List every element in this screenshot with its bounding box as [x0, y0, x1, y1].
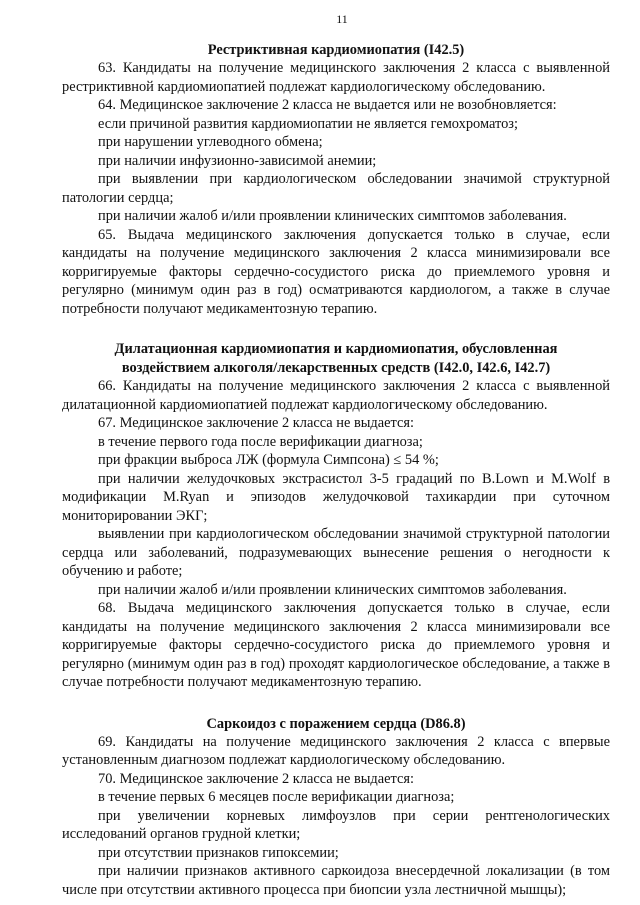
section-title-line-1: Дилатационная кардиомиопатия и кардиомиопатия, обусловленная — [114, 341, 558, 357]
list-item: при наличии желудочковых экстрасистол 3-5 градаций по B.Lown и M.Wolf в модификации M.Ryan и эпизодов желудочковой тахикардии при суточном мониторировании ЭКГ; — [62, 470, 610, 524]
list-item: в течение первого года после верификации диагноза; — [98, 433, 423, 450]
list-item: при наличии жалоб и/или проявлении клинических симптомов заболевания. — [98, 581, 567, 598]
paragraph-63: 63. Кандидаты на получение медицинского заключения 2 класса с выявленной рестриктивной кардиомиопатией подлежат кардиологическому обследованию. — [62, 60, 610, 95]
list-item: при наличии инфузионно-зависимой анемии; — [98, 152, 377, 169]
list-item: при наличии жалоб и/или проявлении клинических симптомов заболевания. — [98, 208, 567, 224]
section-spacer — [62, 318, 610, 340]
page-number: 11 — [336, 12, 348, 26]
paragraph-64: 64. Медицинское заключение 2 класса не выдается или не возобновляется: — [98, 97, 557, 113]
list-item: выявлении при кардиологическом обследовании значимой структурной патологии сердца или заболеваний, подразумевающих вынесение решения о негодности к обучению и работе; — [62, 526, 610, 579]
section-title: Саркоидоз с поражением сердца (D86.8) — [206, 715, 466, 732]
paragraph-69: 69. Кандидаты на получение медицинского заключения 2 класса с впервые установленным диагнозом подлежат кардиологическому обследованию. — [62, 733, 610, 768]
paragraph-67: 67. Медицинское заключение 2 класса не выдается: — [98, 415, 414, 431]
paragraph-68: 68. Выдача медицинского заключения допускается только в случае, если кандидаты на получение медицинского заключения 2 класса минимизировали все корригируемые факторы сердечно-сосудистого риска до приемлемого уровня и регулярно (минимум один раз в год) проходят кардиологическое обследование, а также в случае потребности получают медикаментозную терапию. — [62, 600, 610, 690]
list-item: при выявлении при кардиологическом обследовании значимой структурной патологии сердца; — [62, 171, 610, 206]
paragraph-65: 65. Выдача медицинского заключения допускается только в случае, если кандидаты на получение медицинского заключения 2 класса минимизировали все корригируемые факторы сердечно-сосудистого риска до приемлемого уровня и регулярно (минимум один раз в год) осматриваются кардиологом, а также в случае потребности получают медикаментозную терапию. — [62, 226, 610, 317]
list-item: при нарушении углеводного обмена; — [98, 134, 323, 150]
list-item: при фракции выброса ЛЖ (формула Симпсона) ≤ 54 %; — [98, 452, 439, 468]
paragraph-70: 70. Медицинское заключение 2 класса не выдается: — [98, 770, 414, 787]
section-restrictive-cardiomyopathy — [62, 41, 610, 318]
list-item: если причиной развития кардиомиопатии не является гемохроматоз; — [98, 115, 518, 132]
section-title-line-2: воздействием алкоголя/лекарственных средств (I42.0, I42.6, I42.7) — [121, 359, 551, 376]
section-dilated-cardiomyopathy — [62, 340, 610, 692]
section-title: Рестриктивная кардиомиопатия (I42.5) — [207, 42, 465, 58]
list-item: при наличии признаков активного саркоидоза внесердечной локализации (в том числе при отсутствии активного процесса при биопсии узла лестничной мышцы); — [62, 863, 610, 898]
list-item: в течение первых 6 месяцев после верификации диагноза; — [98, 789, 455, 805]
list-item: при увеличении корневых лимфоузлов при серии рентгенологических исследований органов грудной клетки; — [62, 807, 610, 842]
paragraph-66: 66. Кандидаты на получение медицинского заключения 2 класса с выявленной дилатационной кардиомиопатией подлежат кардиологическому обследованию. — [62, 378, 610, 413]
section-spacer — [62, 692, 610, 715]
section-sarcoidosis — [62, 715, 610, 900]
list-item: при отсутствии признаков гипоксемии; — [98, 844, 339, 861]
